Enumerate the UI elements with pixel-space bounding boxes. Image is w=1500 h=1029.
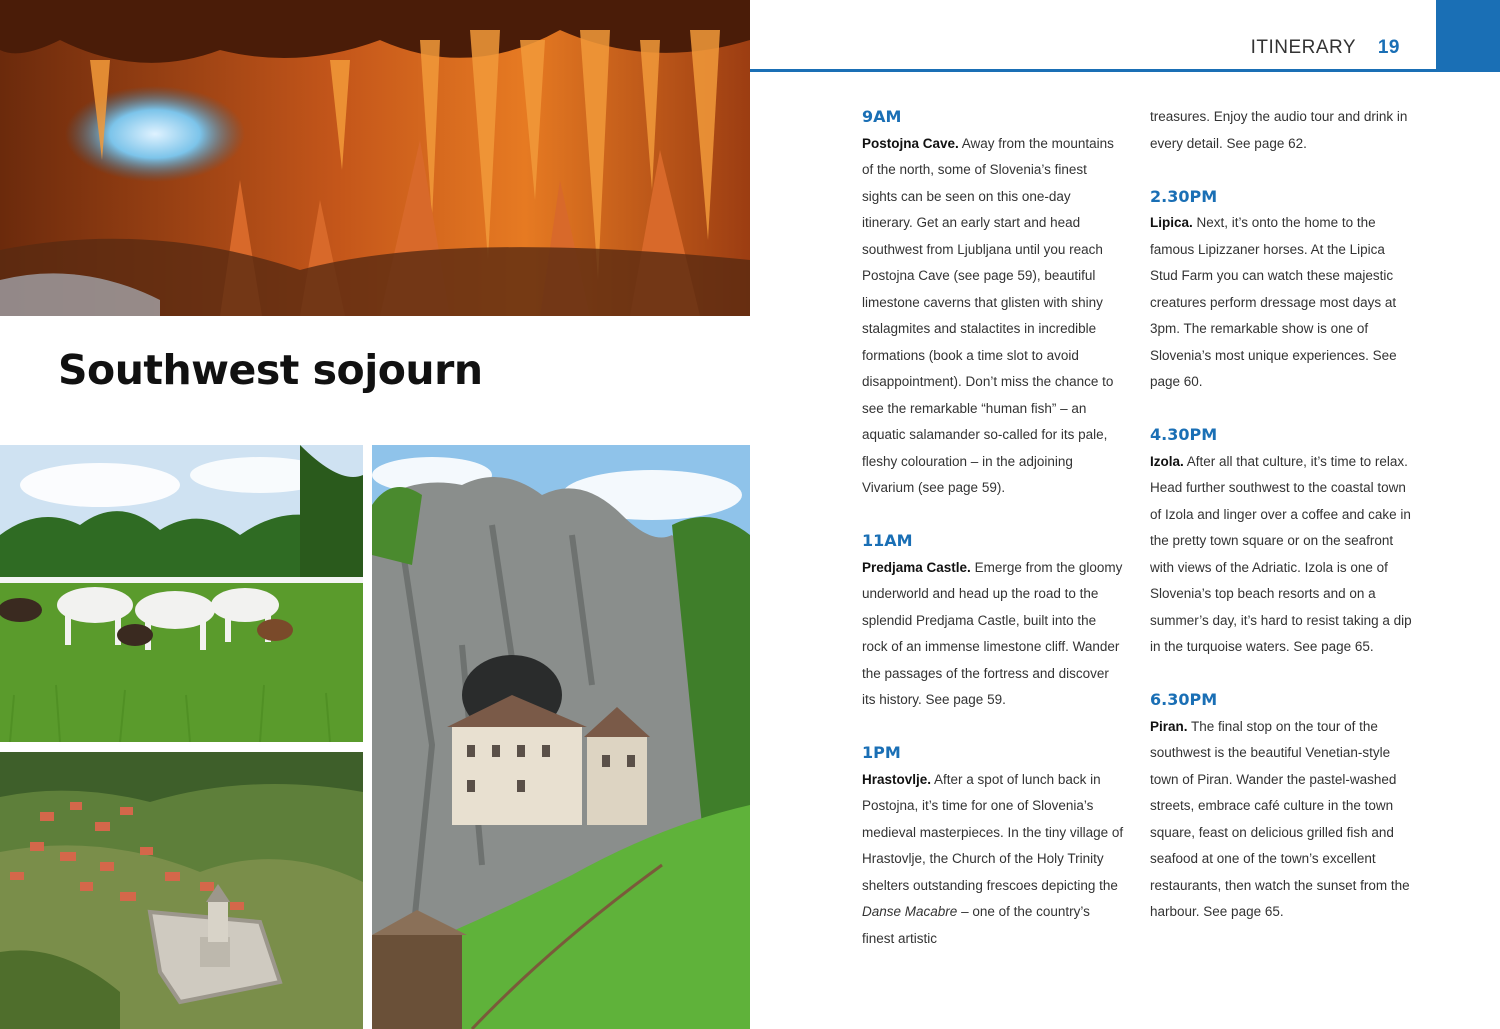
artwork-title: Danse Macabre [862, 904, 958, 919]
stop-text: Next, it’s onto the home to the famous Lipizzaner horses. At the Lipica Stud Farm you can watch these majestic creatures perform dressage most days at 3pm. The remarkable show is one of Slovenia’s most unique experiences. See page 60. [1150, 215, 1397, 389]
itinerary-column-1 [862, 104, 1124, 952]
stop-text: After a spot of lunch back in Postojna, it’s time for one of Slovenia’s medieval masterpieces. In the tiny village of Hrastovlje, the Church of the Holy Trinity shelters outstanding frescoes depicting the [862, 771, 1124, 893]
page-number: 19 [1377, 37, 1400, 58]
running-head [1251, 37, 1400, 59]
stop-place: Hrastovlje. [862, 771, 932, 787]
stop-description [862, 555, 1124, 714]
photo-hrastovlje-village [0, 752, 363, 1029]
stop-time: 11AM [862, 531, 913, 550]
stop-description [862, 767, 1124, 953]
itinerary-stop-430pm [1150, 422, 1412, 661]
photo-predjama-castle [372, 445, 750, 1029]
itinerary-stop-1pm [862, 740, 1124, 952]
stop-time: 2.30PM [1150, 186, 1218, 206]
stop-time: 4.30PM [1150, 425, 1218, 444]
itinerary-column-2 [1150, 104, 1412, 952]
photo-lipizzaner-horses [0, 445, 363, 742]
right-page [750, 0, 1500, 1029]
stop-place: Postojna Cave. [862, 135, 959, 151]
stop-text: The final stop on the tour of the southwest is the beautiful Venetian-style town of Piran. Wander the pastel-washed streets, embrace café culture in the town square, feast on delicious grilled fish and seafood at one of the town’s excellent restaurants, then watch the sunset from the harbour. See page 65. [1150, 718, 1410, 919]
stop-description [1150, 210, 1412, 396]
itinerary-stop-11am [862, 528, 1124, 714]
stop-description [862, 131, 1124, 502]
header-rule [750, 69, 1500, 72]
itinerary-stop-630pm [1150, 687, 1412, 926]
page-title: Southwest sojourn [58, 346, 483, 394]
stop-text: Emerge from the gloomy underworld and head up the road to the splendid Predjama Castle, built into the rock of an immense limestone cliff. Wander the passages of the fortress and discover its history. See page 59. [862, 559, 1123, 707]
header-color-tab [1436, 0, 1500, 72]
stop-text: Away from the mountains of the north, some of Slovenia’s finest sights can be seen on this one-day itinerary. Get an early start and head southwest from Ljubljana until you reach Postojna Cave (see page 59), beautiful limestone caverns that glisten with shiny stalagmites and stalactites in incredible formations (book a time slot to avoid disappointment). Don’t miss the chance to see the remarkable “human fish” – an aquatic salamander so-called for its pale, fleshy colouration – in the adjoining Vivarium (see page 59). [862, 135, 1114, 495]
stop-place: Predjama Castle. [862, 559, 971, 575]
stop-description-continued: treasures. Enjoy the audio tour and drink in every detail. See page 62. [1150, 109, 1408, 151]
stop-text: After all that culture, it’s time to relax. Head further southwest to the coastal town of Izola and linger over a coffee and cake in the pretty town square or on the seafront with views of the Adriatic. Izola is one of Slovenia’s top beach resorts and on a summer’s day, it’s hard to resist taking a dip in the turquoise waters. See page 65. [1150, 453, 1412, 654]
stop-place: Piran. [1150, 718, 1188, 734]
stop-description [1150, 714, 1412, 926]
stop-text-continued: – one of the country’s finest artistic [862, 904, 1090, 946]
photo-postojna-cave [0, 0, 750, 316]
stop-time: 1PM [862, 743, 901, 762]
stop-time: 9AM [862, 107, 902, 126]
stop-place: Lipica. [1150, 215, 1193, 230]
itinerary-stop-9am [862, 104, 1124, 502]
itinerary-stop-230pm [1150, 184, 1412, 396]
section-label: ITINERARY [1250, 37, 1357, 58]
itinerary-stop-1pm-continuation [1150, 104, 1412, 157]
stop-description [1150, 449, 1412, 661]
stop-place: Izola. [1150, 453, 1184, 469]
stop-time: 6.30PM [1150, 690, 1218, 709]
